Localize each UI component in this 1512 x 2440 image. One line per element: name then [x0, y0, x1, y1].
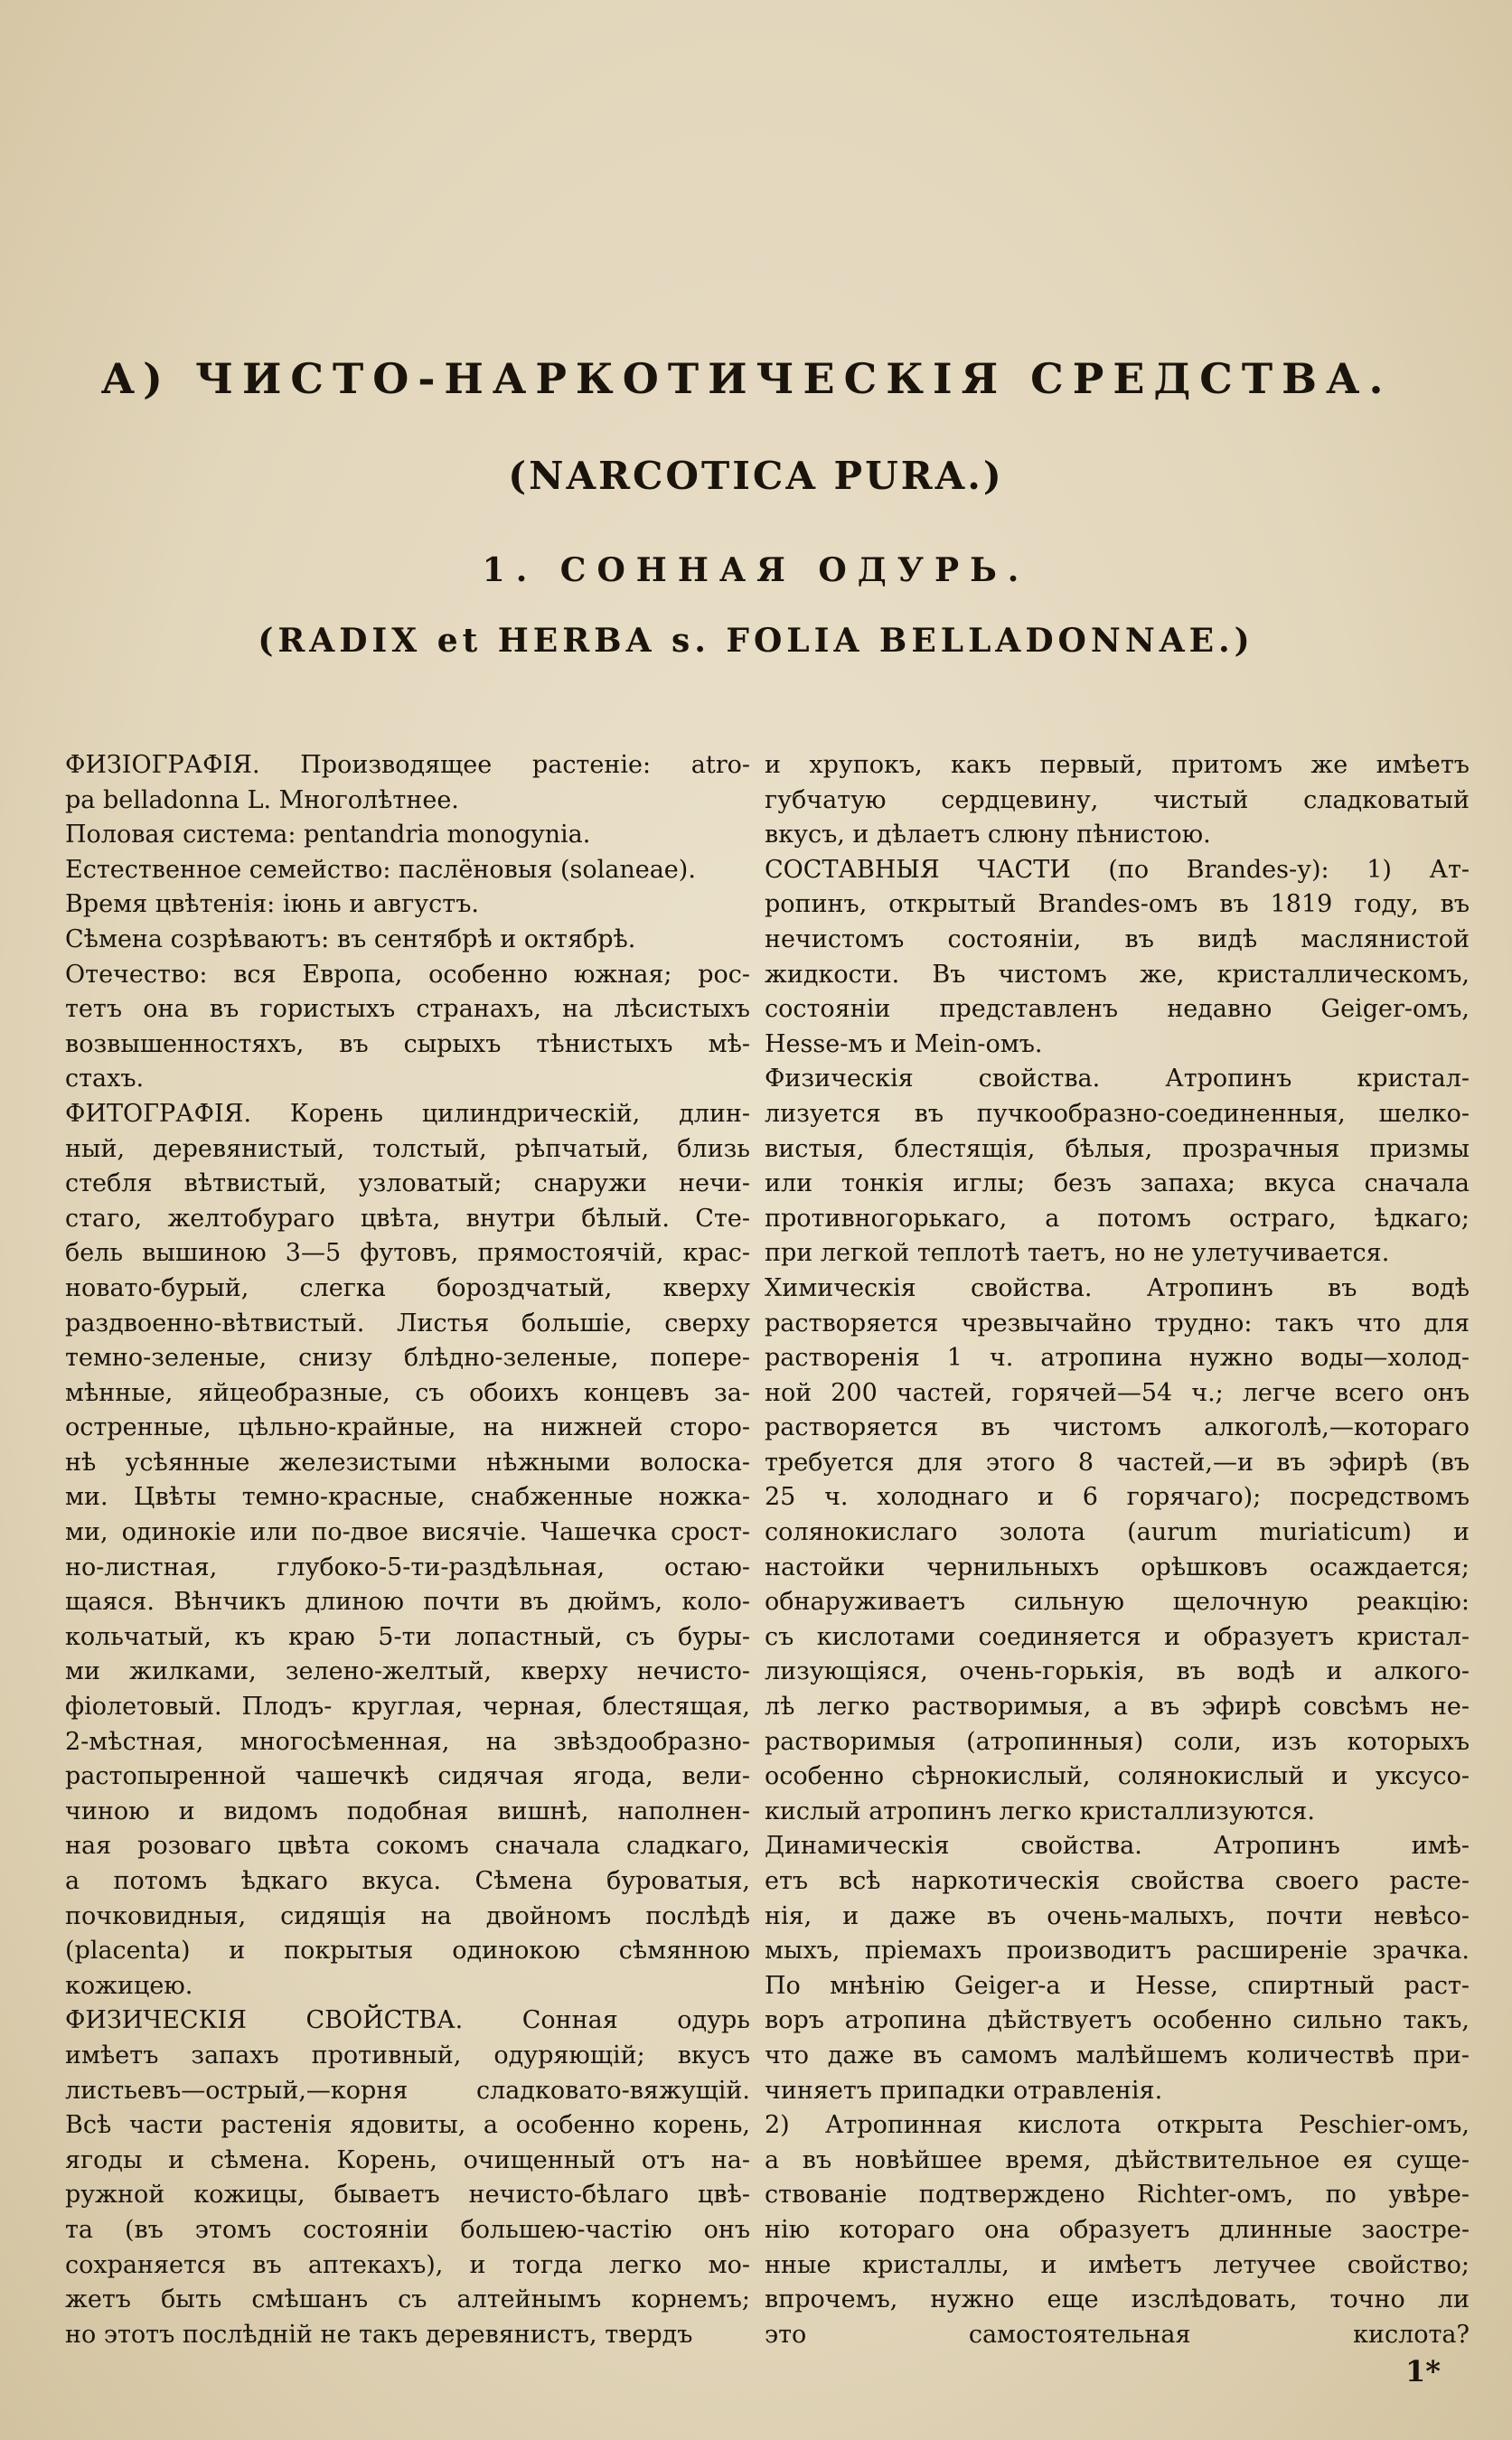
text-line: 25 ч. холоднаго и 6 горячаго); посредствомъ — [765, 1483, 1470, 1512]
text-line: СОСТАВНЫЯ ЧАСТИ (по Brandes-у): 1) Ат- — [765, 855, 1470, 884]
text-line: (placenta) и покрытыя одинокою сѣмянною — [65, 1937, 750, 1966]
bleed-through-text — [398, 99, 1464, 145]
text-line: обнаруживаетъ сильную щелочную реакцію: — [765, 1588, 1470, 1617]
text-line: раздвоенно-вѣтвистый. Листья большіе, сверху — [65, 1309, 750, 1337]
text-line: чиною и видомъ подобная вишнѣ, наполнен- — [65, 1797, 750, 1825]
text-line: остренные, цѣльно-крайные, на нижней сторо- — [65, 1413, 750, 1442]
text-line: лизуется въ пучкообразно-соединенныя, шелко- — [765, 1099, 1470, 1128]
text-line: ропинъ, открытый Brandes-омъ въ 1819 году, въ — [765, 890, 1470, 919]
text-line: вкусъ, и дѣлаетъ слюну пѣнистою. — [765, 821, 1211, 849]
text-line: жидкости. Въ чистомъ же, кристаллическомъ, — [765, 960, 1470, 989]
text-line: нѣ усѣянные железистыми нѣжными волоска- — [65, 1448, 750, 1477]
text-line: растворимыя (атропинныя) соли, изъ которыхъ — [765, 1727, 1470, 1756]
text-line: кислый атропинъ легко кристаллизуются. — [765, 1797, 1315, 1825]
text-line: Естественное семейство: паслёновыя (solaneae). — [65, 855, 696, 884]
text-line: это самостоятельная кислота? — [765, 2320, 1470, 2349]
text-line: Химическія свойства. Атропинъ въ водѣ — [765, 1273, 1470, 1302]
text-line: губчатую сердцевину, чистый сладковатый — [765, 785, 1470, 814]
text-line: ФИЗІОГРАФІЯ. Производящее растеніе: atro- — [65, 751, 750, 779]
text-line: при легкой теплотѣ таетъ, но не улетучивается. — [765, 1239, 1390, 1268]
text-line: жетъ быть смѣшанъ съ алтейнымъ корнемъ; — [65, 2285, 750, 2314]
text-line: но этотъ послѣдній не такъ деревянистъ, твердъ — [65, 2320, 693, 2349]
text-line: и хрупокъ, какъ первый, притомъ же имѣетъ — [765, 751, 1470, 779]
text-line: лизующіяся, очень-горькія, въ водѣ и алкого- — [765, 1657, 1470, 1686]
text-line: особенно сѣрнокислый, солянокислый и уксусо- — [765, 1762, 1470, 1791]
text-line: листьевъ—острый,—корня сладковато-вяжущій. — [65, 2076, 750, 2105]
text-line: Всѣ части растенія ядовиты, а особенно корень, — [65, 2111, 750, 2140]
text-line: имѣетъ запахъ противный, одуряющій; вкусъ — [65, 2041, 750, 2069]
text-line: солянокислаго золота (aurum muriaticum) и — [765, 1518, 1470, 1547]
section-latin-heading: (NARCOTICA PURA.) — [508, 454, 1004, 498]
text-line: состояніи представленъ недавно Geiger-омъ, — [765, 995, 1470, 1024]
text-line: впрочемъ, нужно еще изслѣдовать, точно ли — [765, 2285, 1470, 2314]
text-line: pa belladonna L. Многолѣтнее. — [65, 785, 459, 814]
text-line: Отечество: вся Европа, особенно южная; рос- — [65, 960, 750, 989]
text-line: етъ всѣ наркотическія свойства своего расте- — [765, 1867, 1470, 1895]
text-line: нію котораго она образуетъ длинные заостре- — [765, 2215, 1470, 2244]
text-line: щаяся. Вѣнчикъ длиною почти въ дюймъ, коло- — [65, 1588, 750, 1617]
text-line: нечистомъ состояніи, въ видѣ маслянистой — [765, 924, 1470, 953]
text-line: ягоды и сѣмена. Корень, очищенный отъ на- — [65, 2145, 750, 2174]
text-line: противногорькаго, а потомъ остраго, ѣдкаго; — [765, 1204, 1470, 1233]
text-line: растворенія 1 ч. атропина нужно воды—холод- — [765, 1344, 1470, 1373]
text-line: сохраняется въ аптекахъ), и тогда легко мо- — [65, 2250, 750, 2279]
signature-mark: 1* — [1405, 2354, 1441, 2388]
text-line: чиняетъ припадки отравленія. — [765, 2076, 1163, 2105]
text-line: ми. Цвѣты темно-красные, снабженные ножка- — [65, 1483, 750, 1512]
text-line: ный, деревянистый, толстый, рѣпчатый, близь — [65, 1134, 750, 1163]
text-line: темно-зеленые, снизу блѣдно-зеленые, попере- — [65, 1344, 750, 1373]
text-line: ФИТОГРАФІЯ. Корень цилиндрическій, длин- — [65, 1099, 750, 1128]
text-line: тетъ она въ гористыхъ странахъ, на лѣсистыхъ — [65, 995, 750, 1024]
left-text-column — [65, 748, 750, 2352]
text-line: кольчатый, къ краю 5-ти лопастный, съ буры- — [65, 1622, 750, 1651]
text-line: ной 200 частей, горячей—54 ч.; легче всего онъ — [765, 1378, 1470, 1407]
text-line: требуется для этого 8 частей,—и въ эфирѣ (въ — [765, 1448, 1470, 1477]
text-line: новато-бурый, слегка бороздчатый, кверху — [65, 1273, 750, 1302]
text-line: По мнѣнію Geiger-а и Hesse, спиртный раст- — [765, 1971, 1470, 2000]
text-line: настойки чернильныхъ орѣшковъ осаждается; — [765, 1553, 1470, 1581]
text-line: вистыя, блестящія, бѣлыя, прозрачныя призмы — [765, 1134, 1470, 1163]
text-line: что даже въ самомъ малѣйшемъ количествѣ при- — [765, 2041, 1470, 2069]
text-line: Динамическія свойства. Атропинъ имѣ- — [765, 1832, 1470, 1861]
text-line: стахъ. — [65, 1065, 145, 1093]
text-line: но-листная, глубоко-5-ти-раздѣльная, остаю- — [65, 1553, 750, 1581]
text-line: растопыренной чашечкѣ сидячая ягода, вели- — [65, 1762, 750, 1791]
text-line: мыхъ, пріемахъ производитъ расширеніе зрачка. — [765, 1937, 1470, 1966]
text-line: бель вышиною 3—5 футовъ, прямостоячій, крас- — [65, 1239, 750, 1268]
text-line: мѣнные, яйцеобразные, съ обоихъ концевъ за- — [65, 1378, 750, 1407]
text-line: ФИЗИЧЕСКІЯ СВОЙСТВА. Сонная одурь — [65, 2006, 750, 2035]
item-heading: 1. СОННАЯ ОДУРЬ. — [482, 551, 1030, 589]
text-line: а въ новѣйшее время, дѣйствительное ея суще- — [765, 2145, 1470, 2174]
text-line: Половая система: pentandria monogynia. — [65, 821, 591, 849]
text-line: Время цвѣтенія: іюнь и августъ. — [65, 890, 479, 919]
text-line: почковидныя, сидящія на двойномъ послѣдѣ — [65, 1901, 750, 1930]
text-line: фіолетовый. Плодъ- круглая, черная, блестящая, — [65, 1693, 750, 1722]
text-line: ми, одинокіе или по-двое висячіе. Чашечка срост- — [65, 1518, 750, 1547]
text-line: ми жилками, зелено-желтый, кверху нечисто- — [65, 1657, 750, 1686]
text-line: Hesse-мъ и Mein-омъ. — [765, 1029, 1043, 1058]
text-line: ружной кожицы, бываетъ нечисто-бѣлаго цвѣ- — [65, 2181, 750, 2210]
text-line: нія, и даже въ очень-малыхъ, почти невѣсо- — [765, 1901, 1470, 1930]
text-line: Сѣмена созрѣваютъ: въ сентябрѣ и октябрѣ. — [65, 924, 636, 953]
text-line: воръ атропина дѣйствуетъ особенно сильно такъ, — [765, 2006, 1470, 2035]
text-line: стаго, желтобураго цвѣта, внутри бѣлый. Сте- — [65, 1204, 750, 1233]
text-line: возвышенностяхъ, въ сырыхъ тѣнистыхъ мѣ- — [65, 1029, 750, 1058]
text-line: стебля вѣтвистый, узловатый; снаружи нечи- — [65, 1169, 750, 1198]
text-line: растворяется чрезвычайно трудно: такъ что для — [765, 1309, 1470, 1337]
text-line: ная розоваго цвѣта сокомъ сначала сладкаго, — [65, 1832, 750, 1861]
text-line: 2-мѣстная, многосѣменная, на звѣздообразно- — [65, 1727, 750, 1756]
text-line: нные кристаллы, и имѣетъ летучее свойство; — [765, 2250, 1470, 2279]
text-line: а потомъ ѣдкаго вкуса. Сѣмена буроватыя, — [65, 1867, 750, 1895]
text-line: растворяется въ чистомъ алкоголѣ,—котораго — [765, 1413, 1470, 1442]
text-line: Физическія свойства. Атропинъ кристал- — [765, 1065, 1470, 1093]
text-line: лѣ легко растворимыя, а въ эфирѣ совсѣмъ не- — [765, 1693, 1470, 1722]
section-heading: A) ЧИСТО-НАРКОТИЧЕСКІЯ СРЕДСТВА. — [101, 354, 1393, 403]
text-line: 2) Атропинная кислота открыта Peschier-омъ, — [765, 2111, 1470, 2140]
text-line: или тонкія иглы; безъ запаха; вкуса сначала — [765, 1169, 1470, 1198]
text-line: съ кислотами соединяется и образуетъ кристал- — [765, 1622, 1470, 1651]
item-latin-heading: (RADIX et HERBA s. FOLIA BELLADONNAE.) — [258, 622, 1254, 660]
text-line: ствованіе подтверждено Richter-омъ, по увѣре- — [765, 2181, 1470, 2210]
text-line: та (въ этомъ состояніи большею-частію онъ — [65, 2215, 750, 2244]
right-text-column — [765, 748, 1470, 2352]
text-line: кожицею. — [65, 1971, 193, 2000]
